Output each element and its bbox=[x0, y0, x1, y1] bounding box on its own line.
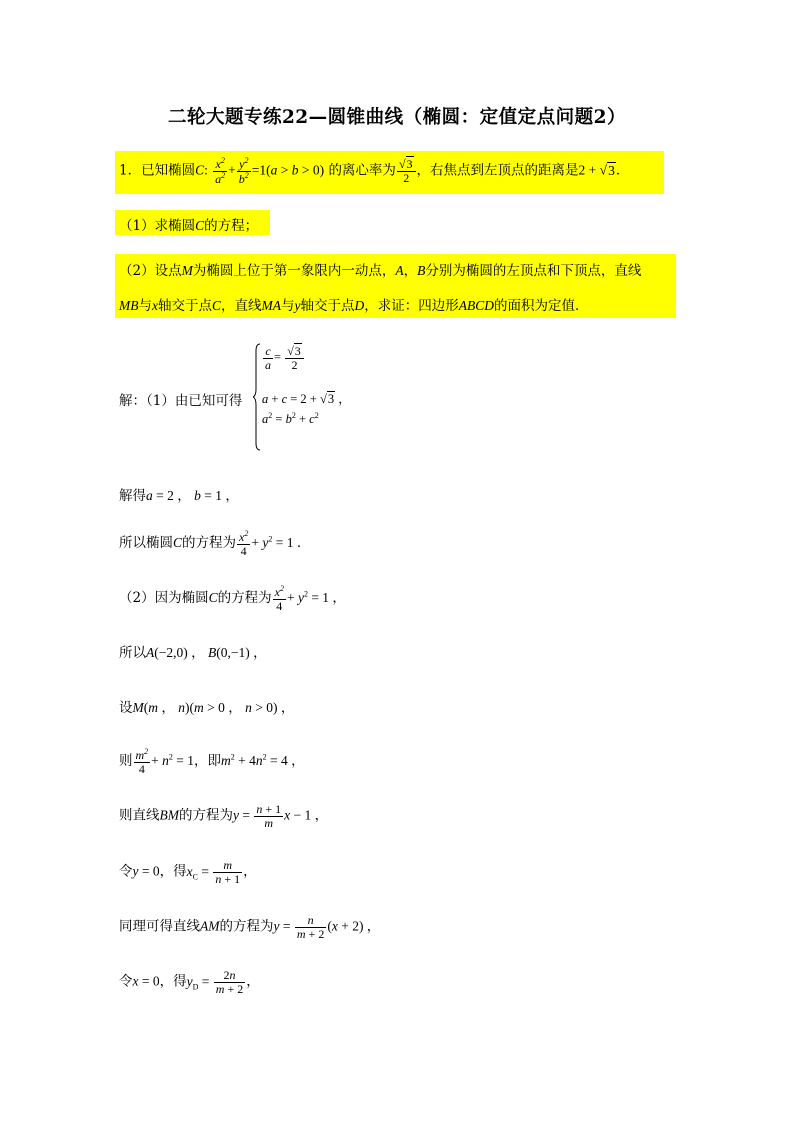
frac-sqrt3-2: $\frac{√3}{2}$ bbox=[397, 158, 416, 184]
solution-step-10: 同理可得直线AM的方程为y = $\frac{n}{m + 2}$ (x + 2) ， bbox=[119, 913, 381, 941]
solution-step-1: 解：（1）由已知可得 bbox=[119, 393, 243, 409]
solution-step-3: 所以椭圆C的方程为 $\frac{x^2}{4}$ + $y^2 = 1$ ． bbox=[119, 529, 311, 558]
problem-intro: 1．已知椭圆 bbox=[119, 162, 196, 179]
page-title: 二轮大题专练22—圆锥曲线（椭圆：定值定点问题2） bbox=[167, 107, 627, 128]
equation-system: $\frac{c}{a}$ = $\frac{√3}{2}$ a + c = 2 + √3 ， $a^2 = b^2 + c^2$ bbox=[253, 343, 373, 451]
brace-icon bbox=[253, 343, 261, 451]
solution-step-11: 令x = 0，得$y_D$ = $\frac{2n}{m + 2}$ ， bbox=[119, 968, 260, 996]
solution-step-2: 解得a = 2 ， b = 1 ， bbox=[119, 488, 239, 504]
solution-step-8: 则直线BM的方程为y = $\frac{n + 1}{m}$ x − 1 ， bbox=[119, 802, 329, 830]
part2-line-2: MB与x轴交于点C，直线MA与y轴交于点D，求证：四边形ABCD的面积为定值． bbox=[119, 298, 589, 314]
part1-line: （1）求椭圆C的方程； bbox=[119, 218, 259, 234]
solution-step-6: 设M(m ， n)(m > 0 ， n > 0) ， bbox=[119, 700, 295, 716]
solution-step-7: 则 $\frac{m^2}{4}$ + $n^2 = 1$，即$m^2 + 4n^2 = 4$ ， bbox=[119, 747, 305, 776]
solution-step-5: 所以A(−2,0) ， B(0,−1) ， bbox=[119, 645, 267, 661]
part2-line-1: （2）设点M为椭圆上位于第一象限内一动点，A，B分别为椭圆的左顶点和下顶点，直线 bbox=[119, 263, 642, 279]
ellipse-label: C bbox=[195, 162, 205, 178]
frac-x2-a2: $\frac{x^2}{a^2}$ bbox=[215, 156, 226, 186]
frac-y2-b2: $\frac{y^2}{b^2}$ bbox=[238, 156, 249, 186]
solution-step-9: 令y = 0，得$x_C$ = $\frac{m}{n + 1}$ ， bbox=[119, 858, 257, 886]
solution-step-4: （2）因为椭圆C的方程为 $\frac{x^2}{4}$ + $y^2 = 1$ ， bbox=[119, 584, 346, 613]
focus-text: ，右焦点到左顶点的距离是 bbox=[416, 162, 579, 179]
ecc-text: 的离心率为 bbox=[328, 162, 396, 179]
problem-statement: 1．已知椭圆C: $\frac{x^2}{a^2}$ + $\frac{y^2}{b^2}$ =1(a > b > 0) 的离心率为 $\frac{√3}{2}$ ，右焦点到左顶点的距离是2 + √3． bbox=[119, 156, 630, 186]
